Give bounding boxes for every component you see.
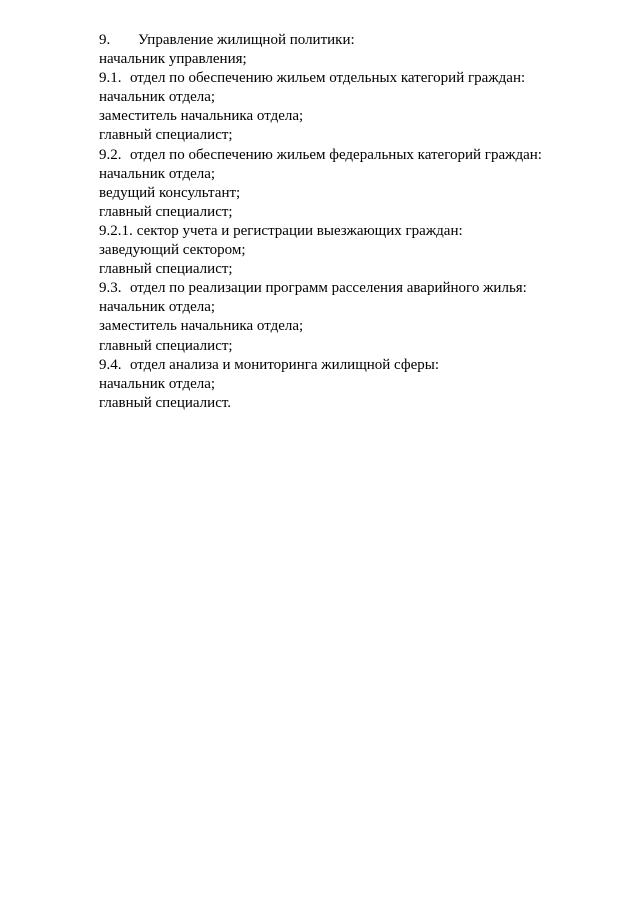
position-line [99,260,569,279]
item-number: 9.3. [99,280,122,297]
item-text: начальник отдела; [99,375,216,392]
department-heading [99,279,569,298]
document-body [99,31,569,413]
item-text: отдел по реализации программ расселения аварийного жилья: [130,280,527,297]
item-text: заведующий сектором; [99,242,246,259]
position-line [99,126,569,145]
item-text: заместитель начальника отдела; [99,318,304,335]
item-text: начальник управления; [99,51,247,68]
item-number: 9.4. [99,356,122,373]
position-line [99,165,569,184]
item-number: 9.2.1. [99,222,133,239]
position-line [99,241,569,260]
position-line [99,298,569,317]
position-line [99,317,569,336]
section-heading [99,31,569,50]
position-line [99,88,569,107]
item-text: главный специалист. [99,394,232,411]
item-text: сектор учета и регистрации выезжающих граждан: [136,222,463,239]
item-text: Управление жилищной политики: [138,32,355,48]
item-text: заместитель начальника отдела; [99,108,304,125]
item-text: главный специалист; [99,203,233,220]
position-line [99,337,569,356]
item-text: отдел по обеспечению жильем федеральных категорий граждан: [130,146,542,163]
item-number: 9. [99,32,111,48]
item-text: отдел по обеспечению жильем отдельных категорий граждан: [130,70,526,87]
position-line [99,107,569,126]
item-text: отдел анализа и мониторинга жилищной сферы: [130,356,440,373]
department-heading [99,69,569,88]
item-text: начальник отдела; [99,89,216,106]
item-text: главный специалист; [99,337,233,354]
item-text: начальник отдела; [99,165,216,182]
position-line [99,375,569,394]
position-line [99,394,569,413]
sector-heading [99,222,569,241]
item-text: главный специалист; [99,261,233,278]
item-text: главный специалист; [99,127,233,144]
position-line [99,203,569,222]
item-number: 9.1. [99,70,122,87]
department-heading [99,146,569,165]
item-text: начальник отдела; [99,299,216,316]
department-heading [99,356,569,375]
item-text: ведущий консультант; [99,184,241,201]
position-line [99,184,569,203]
position-line [99,50,569,69]
item-number: 9.2. [99,146,122,163]
